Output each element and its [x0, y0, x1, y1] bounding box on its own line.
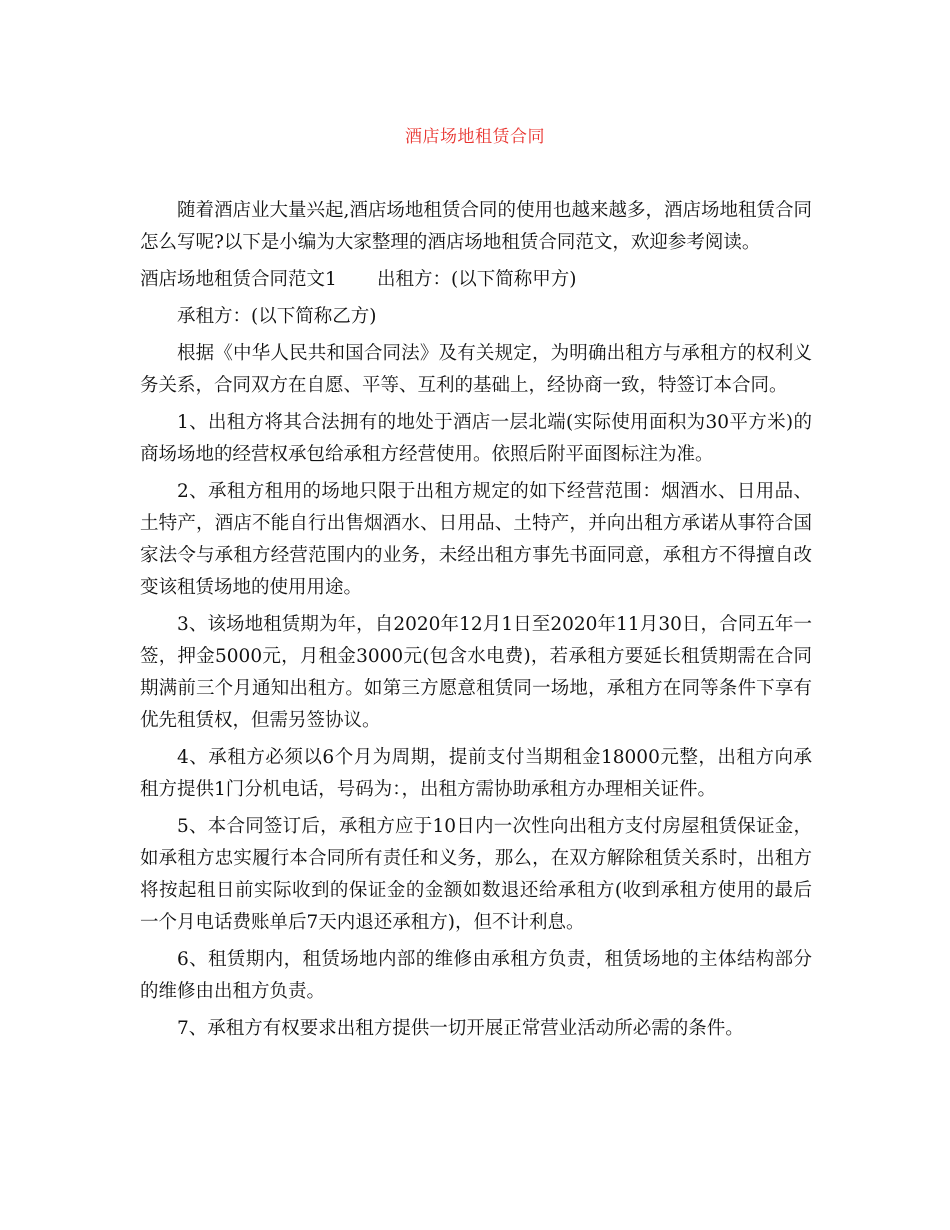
lessor-line: 出租方：(以下简称甲方) — [377, 269, 577, 290]
clause-2: 2、承租方租用的场地只限于出租方规定的如下经营范围：烟酒水、日用品、土特产，酒店不能自行出售烟酒水、日用品、土特产，并向出租方承诺从事符合国家法令与承租方经营范围内的业务，未经出租方事先书面同意，承租方不得擅自改变该租赁场地的使用用途。 — [140, 481, 812, 598]
preamble-paragraph: 根据《中华人民共和国合同法》及有关规定，为明确出租方与承租方的权利义务关系，合同双方在自愿、平等、互利的基础上，经协商一致，特签订本合同。 — [140, 343, 812, 396]
lessee-line: 承租方：(以下简称乙方) — [177, 306, 377, 327]
document-body — [140, 195, 812, 1050]
document-title: 酒店场地租赁合同 — [405, 127, 545, 147]
clause-4: 4、承租方必须以6个月为周期，提前支付当期租金18000元整，出租方向承租方提供1门分机电话，号码为：，出租方需协助承租方办理相关证件。 — [140, 747, 812, 800]
intro-paragraph: 随着酒店业大量兴起,酒店场地租赁合同的使用也越来越多，酒店场地租赁合同怎么写呢?以下是小编为大家整理的酒店场地租赁合同范文，欢迎参考阅读。 — [140, 200, 812, 253]
clause-6: 6、租赁期内，租赁场地内部的维修由承租方负责，租赁场地的主体结构部分的维修由出租方负责。 — [140, 949, 812, 1002]
clause-1: 1、出租方将其合法拥有的地处于酒店一层北端(实际使用面积为30平方米)的商场场地的经营权承包给承租方经营使用。依照后附平面图标注为准。 — [140, 412, 812, 465]
clause-3: 3、该场地租赁期为年，自2020年12月1日至2020年11月30日，合同五年一签，押金5000元，月租金3000元(包含水电费)，若承租方要延长租赁期需在合同期满前三个月通知出租方。如第三方愿意租赁同一场地，承租方在同等条件下享有优先租赁权，但需另签协议。 — [140, 614, 812, 731]
sample-heading-line — [140, 264, 812, 296]
clause-5: 5、本合同签订后，承租方应于10日内一次性向出租方支付房屋租赁保证金，如承租方忠实履行本合同所有责任和义务，那么，在双方解除租赁关系时，出租方将按起租日前实际收到的保证金的金额如数退还给承租方(收到承租方使用的最后一个月电话费账单后7天内退还承租方)，但不计利息。 — [140, 816, 812, 933]
clause-7: 7、承租方有权要求出租方提供一切开展正常营业活动所必需的条件。 — [177, 1018, 744, 1039]
sample-title: 酒店场地租赁合同范文1 — [140, 269, 337, 290]
